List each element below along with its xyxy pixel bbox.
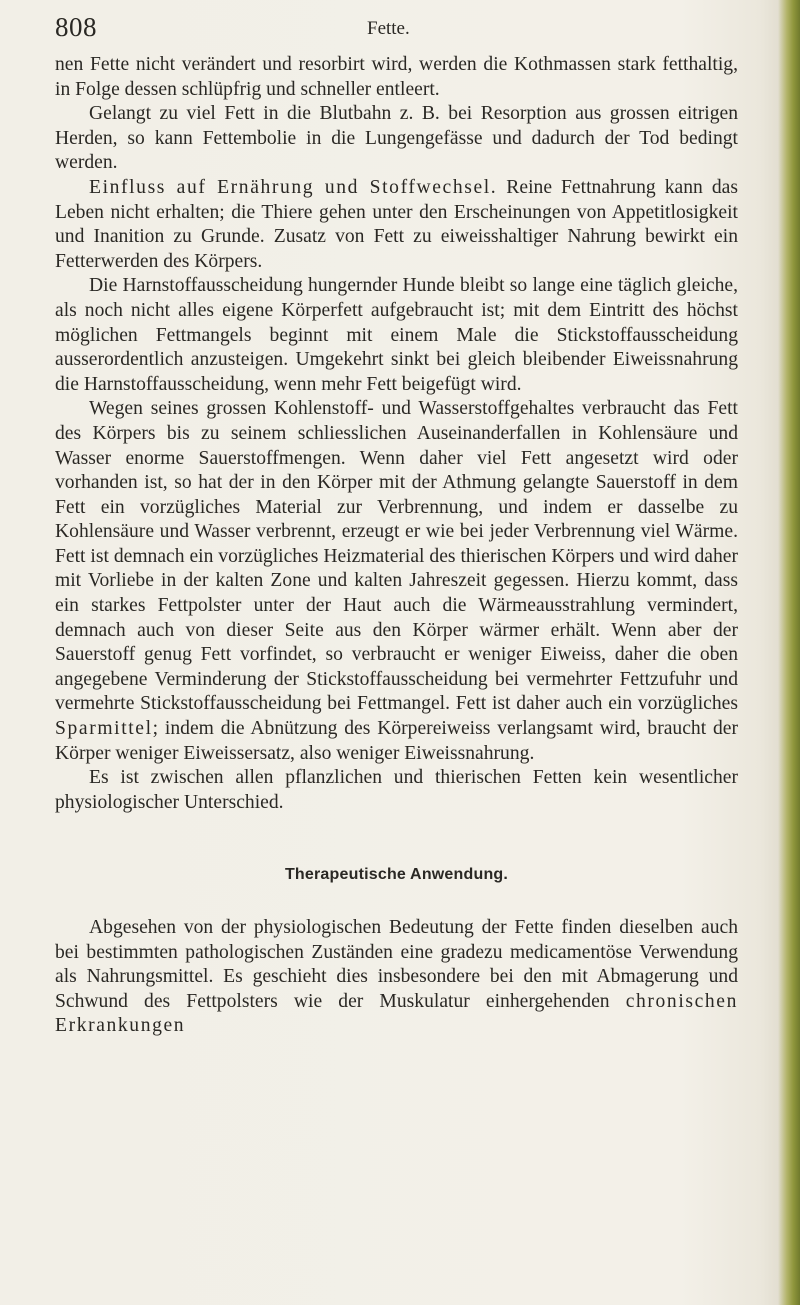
paragraph-therapeutisch-part1: Abgesehen von der physiologischen Bedeutung der Fette finden dieselben auch bei bestimmten pathologischen Zuständen eine gradezu medicamentöse Verwendung als Nahrungsmittel. Es geschieht dies insbesondere bei den mit Abmagerung und Schwund des Fettpolsters wie der Muskulatur einhergehenden: [55, 917, 738, 1012]
running-head: [55, 12, 735, 52]
emphasis-chronische-erkrankungen: chronischen Erkrankungen: [55, 990, 738, 1037]
paragraph-lead-spaced: Einfluss auf Ernährung und Stoffwechsel.: [89, 176, 498, 198]
paragraph-kohlenstoff-part2: ; indem die Abnützung des Körpereiweiss verlangsamt wird, braucht der Körper weniger Eiweissersatz, also weniger Eiweissnahrung.: [55, 718, 738, 764]
page-number: 808: [55, 12, 97, 42]
paragraph-ernaehrung-text: Reine Fettnahrung kann das Leben nicht erhalten; die Thiere gehen unter den Erscheinungen von Appetitlosigkeit und Inanition zu Grunde. Zusatz von Fett zu eiweisshaltiger Nahrung bewirkt ein Fetterwerden des Körpers.: [55, 176, 738, 272]
paragraph-harnstoff: Die Harnstoffausscheidung hungernder Hunde bleibt so lange eine täglich gleiche, als noch nicht alles eigene Körperfett aufgebraucht ist; mit dem Eintritt des höchst möglichen Fettmangels beginnt mit einem Male die Stickstoffausscheidung ausserordentlich anzusteigen. Umgekehrt sinkt bei gleich bleibender Eiweissnahrung die Harnstoffausscheidung, wenn mehr Fett beigefügt wird.: [55, 275, 738, 395]
section-heading: Therapeutische Anwendung.: [284, 866, 509, 884]
paragraph-therapeutisch: [55, 916, 738, 1039]
page-binding-edge: [778, 0, 800, 1305]
paragraph-unterschied: Es ist zwischen allen pflanzlichen und thierischen Fetten kein wesentlicher physiologischer Unterschied.: [55, 767, 738, 813]
paragraph-fettembolie: Gelangt zu viel Fett in die Blutbahn z. B. bei Resorption aus grossen eitrigen Herden, so kann Fettembolie in die Lungengefässe und dadurch der Tod bedingt werden.: [55, 103, 738, 174]
paragraph-kohlenstoff-part1: Wegen seines grossen Kohlenstoff- und Wasserstoffgehaltes verbraucht das Fett des Körpers bis zu seinem schliesslichen Auseinanderfallen in Kohlensäure und Wasser enorme Sauerstoffmengen. Wenn daher viel Fett angesetzt wird oder vorhanden ist, so hat der in den Körper mit der Athmung gelangte Sauerstoff in dem Fett ein vorzügliches Material zur Verbrennung, und indem er dasselbe zu Kohlensäure und Wasser verbrennt, erzeugt er wie bei jeder Verbrennung viel Wärme. Fett ist demnach ein vorzügliches Heizmaterial des thierischen Körpers und wird daher mit Vorliebe in der kalten Zone und kalten Jahreszeit gegessen. Hierzu kommt, dass ein starkes Fettpolster unter der Haut auch die Wärmeausstrahlung vermindert, demnach auch von dieser Seite aus den Körper wärmer erhält. Wenn aber der Sauerstoff genug Fett vorfindet, so verbraucht er weniger Eiweiss, daher die oben angegebene Verminderung der Stickstoffausscheidung bei vermehrter Fettzufuhr und vermehrte Stickstoffausscheidung bei Fettmangel. Fett ist daher auch ein vorzügliches: [55, 398, 738, 715]
paragraph-continuation: nen Fette nicht verändert und resorbirt wird, werden die Kothmassen stark fetthaltig, in Folge dessen schlüpfrig und schneller entleert.: [55, 54, 738, 100]
paragraph-kohlenstoff: [55, 397, 738, 766]
emphasis-sparmittel: Sparmittel: [55, 718, 153, 740]
running-title: Fette.: [367, 18, 410, 39]
paragraph-ernaehrung: [55, 176, 738, 274]
body-text: [55, 53, 738, 1039]
